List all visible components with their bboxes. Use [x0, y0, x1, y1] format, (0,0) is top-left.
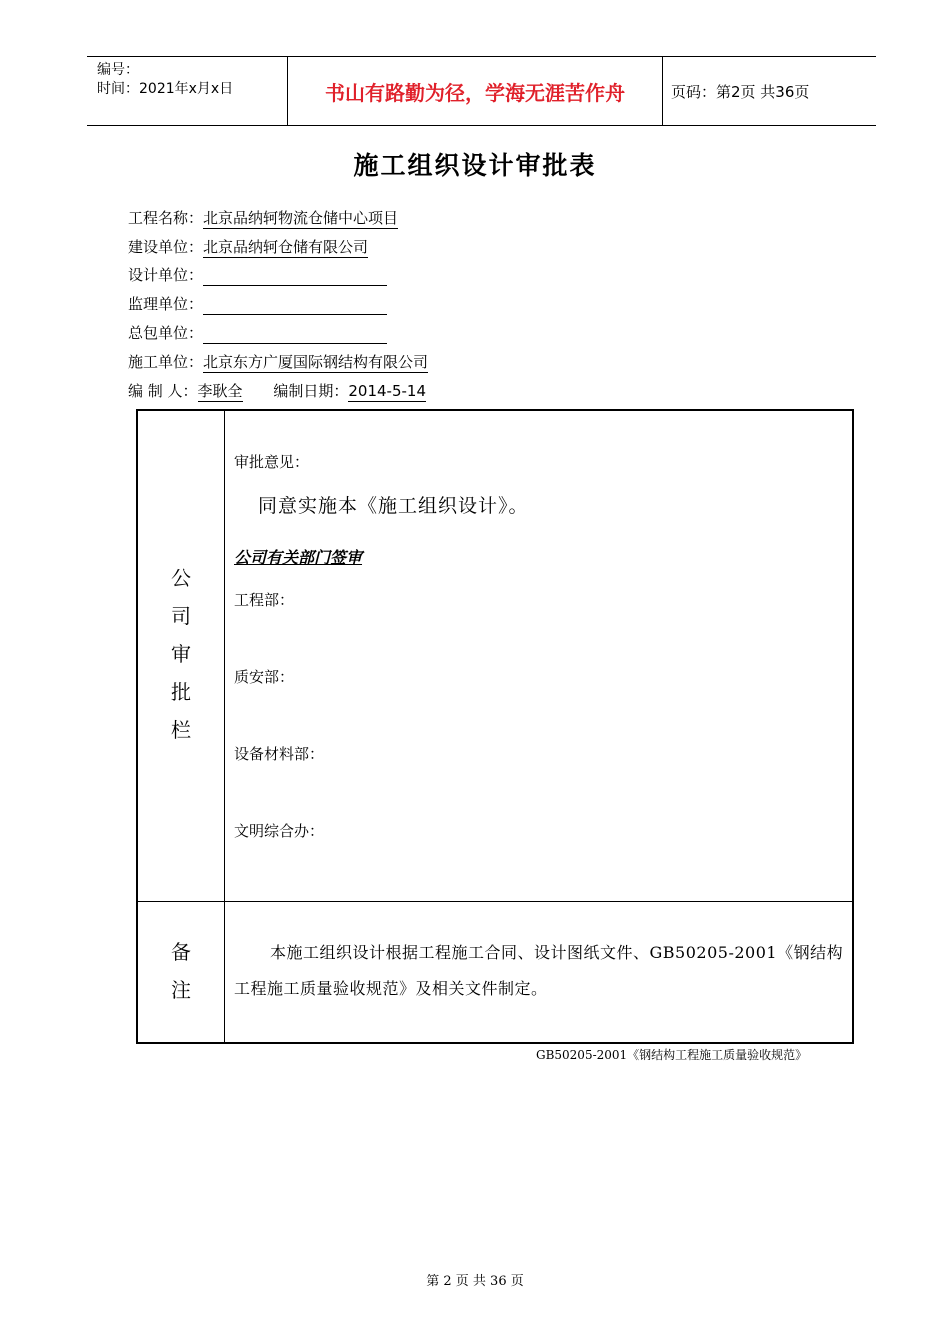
info-design [128, 264, 387, 286]
construct-value: 北京东方广厦国际钢结构有限公司 [203, 353, 429, 371]
opinion-label: 审批意见： [234, 453, 310, 471]
document-title: 施工组织设计审批表 [353, 151, 597, 180]
section-approval-char: 批 [171, 680, 191, 704]
approval-table [136, 409, 854, 1044]
section-approval-char: 公 [171, 566, 191, 590]
opinion-text: 同意实施本《施工组织设计》。 [258, 495, 529, 517]
info-general [128, 322, 387, 344]
dept-engineering: 工程部： [234, 591, 295, 609]
project-value: 北京品纳轲物流仓储中心项目 [203, 209, 399, 227]
dept-quality-safety: 质安部： [234, 668, 295, 686]
editor-label: 编 制 人： [128, 382, 198, 400]
page-footer: 第 2 页 共 36 页 [426, 1274, 524, 1289]
supervise-label: 监理单位： [128, 295, 204, 313]
editor-value: 李耿全 [197, 382, 243, 400]
time-label: 时间：2021年x月x日 [97, 81, 234, 97]
section-remark-label [138, 933, 224, 1009]
date-label: 编制日期： [273, 382, 349, 400]
info-supervise [128, 293, 387, 315]
table-divider-horizontal [138, 901, 852, 902]
section-approval-label [138, 559, 224, 749]
info-editor [128, 380, 426, 402]
header-meta [97, 61, 233, 99]
builder-value: 北京品纳轲仓储有限公司 [203, 238, 369, 256]
code-label: 编号： [97, 62, 139, 78]
page-header [87, 56, 876, 126]
builder-label: 建设单位： [128, 238, 204, 256]
section-remark-char: 注 [171, 978, 191, 1002]
date-value: 2014-5-14 [348, 382, 426, 400]
dept-civil-office: 文明综合办： [234, 822, 325, 840]
info-construct [128, 351, 428, 373]
standard-footnote: GB50205-2001《钢结构工程施工质量验收规范》 [536, 1048, 808, 1062]
remark-text: 本施工组织设计根据工程施工合同、设计图纸文件、GB50205-2001《钢结构工程施工质量验收规范》及相关文件制定。 [234, 943, 844, 998]
section-remark-char: 备 [171, 940, 191, 964]
supervise-value [203, 294, 387, 315]
info-builder [128, 236, 368, 258]
design-value [203, 265, 387, 286]
project-label: 工程名称： [128, 209, 204, 227]
table-divider-vertical [224, 411, 225, 1042]
section-approval-char: 司 [171, 604, 191, 628]
dept-equipment-materials: 设备材料部： [234, 745, 325, 763]
section-approval-char: 审 [171, 642, 191, 666]
section-approval-char: 栏 [171, 718, 191, 742]
dept-review-title: 公司有关部门签审 [234, 548, 363, 567]
header-page-info: 页码：第2页 共36页 [671, 82, 810, 101]
general-label: 总包单位： [128, 324, 204, 342]
construct-label: 施工单位： [128, 353, 204, 371]
design-label: 设计单位： [128, 266, 204, 284]
info-project [128, 207, 398, 229]
header-slogan: 书山有路勤为径，学海无涯苦作舟 [287, 57, 663, 125]
general-value [203, 323, 387, 344]
